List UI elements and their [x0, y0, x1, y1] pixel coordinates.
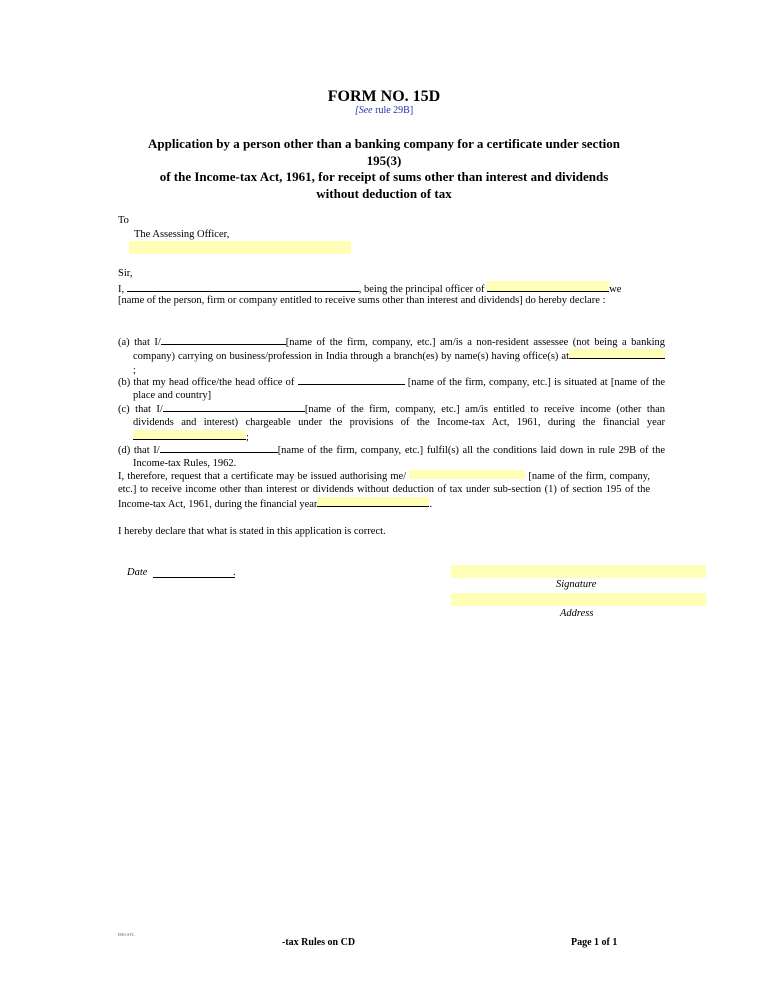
heading-line-3: of the Income-tax Act, 1961, for receipt of sums other than interest and dividends	[159, 169, 609, 184]
authorising-field[interactable]	[409, 470, 525, 479]
therefore-text-2: [name of the firm, company, etc.] to receive income other than interest or dividends without deduction of tax under sub-section (1) of section 195 of the Income-tax Act, 1961, during the financial year	[118, 471, 650, 510]
address-field[interactable]	[451, 593, 706, 606]
signature-field[interactable]	[451, 565, 706, 578]
decl-i: I,	[118, 284, 125, 295]
declarant-name-field[interactable]	[127, 281, 359, 292]
item-c-text: [name of the firm, company, etc.] am/is entitled to receive income (other than dividends and interest) chargeable under the provisions of the Income-tax Act, 1961, during the financial year	[133, 404, 665, 429]
decl-we: we	[609, 284, 622, 295]
item-c-end: ;	[246, 431, 249, 443]
item-a-office-field[interactable]	[569, 349, 665, 359]
item-d	[118, 443, 665, 471]
rule-ref-suffix: rule 29B]	[372, 105, 414, 116]
hereby-declaration: I hereby declare that what is stated in this application is correct.	[118, 526, 386, 537]
heading-line-2: 195(3)	[366, 152, 402, 168]
item-c-prefix: (c) that I/	[118, 404, 163, 415]
item-a-text: [name of the firm, company, etc.] am/is a non-resident assessee (not being a banking company) carrying on business/profession in India through a branch(es) by name(s) having office(s) at	[133, 337, 665, 363]
item-a	[118, 335, 665, 377]
decl-being: , being the principal officer of	[358, 284, 485, 295]
therefore-paragraph	[118, 470, 650, 511]
assessing-officer-label: The Assessing Officer,	[134, 229, 230, 240]
form-heading	[120, 136, 648, 202]
rule-reference	[0, 105, 768, 116]
item-a-end: ;	[133, 364, 136, 376]
to-label: To	[118, 215, 129, 226]
item-b	[118, 375, 665, 403]
item-c-year-field[interactable]	[133, 430, 246, 440]
item-d-name-field[interactable]	[160, 443, 278, 453]
item-b-prefix: (b) that my head office/the head office of	[118, 377, 295, 388]
assessing-officer-field[interactable]	[129, 241, 351, 254]
therefore-end: .	[429, 498, 433, 510]
salutation: Sir,	[118, 268, 133, 279]
item-c-name-field[interactable]	[163, 402, 305, 412]
date-field[interactable]	[153, 566, 235, 578]
footer-left: -tax Rules on CD	[282, 937, 356, 948]
tiny-mark: IMG-SYL	[118, 932, 135, 937]
footer-page-number: Page 1 of 1	[571, 937, 618, 948]
rule-ref-prefix: [See	[354, 105, 373, 116]
item-b-name-field[interactable]	[298, 375, 405, 385]
heading-line-1: Application by a person other than a banking company for a certificate under section	[148, 136, 620, 151]
item-a-name-field[interactable]	[161, 335, 286, 345]
item-b-text: [name of the firm, company, etc.] is situated at [name of the place and country]	[133, 377, 666, 402]
therefore-text-1: I, therefore, request that a certificate may be issued authorising me/	[118, 471, 407, 482]
principal-officer-of-field[interactable]	[487, 281, 609, 292]
date-label: Date	[127, 567, 148, 578]
item-d-text: [name of the firm, company, etc.] fulfil(s) all the conditions laid down in rule 29B of the Income-tax Rules, 1962.	[133, 445, 665, 470]
date-dot: .	[233, 567, 236, 578]
signature-label: Signature	[556, 579, 597, 590]
form-title: FORM NO. 15D	[327, 88, 441, 105]
address-label: Address	[560, 608, 594, 619]
declaration-rest: [name of the person, firm or company entitled to receive sums other than interest and dividends] do hereby declare :	[118, 295, 606, 306]
item-d-prefix: (d) that I/	[118, 445, 160, 456]
item-a-prefix: (a) that I/	[118, 337, 161, 348]
therefore-year-field[interactable]	[317, 497, 429, 507]
item-c	[118, 402, 665, 444]
heading-line-4: without deduction of tax	[316, 185, 452, 201]
